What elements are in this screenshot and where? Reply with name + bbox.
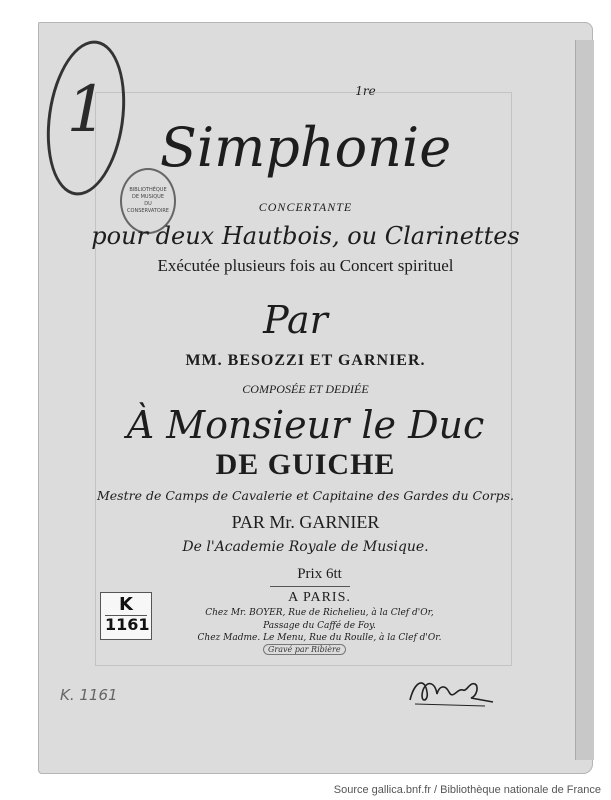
- header-number: 1re: [355, 84, 376, 98]
- publisher-line-2: Passage du Caffé de Foy.: [263, 621, 376, 631]
- dedicatee-title: Mestre de Camps de Cavalerie et Capitaine des Gardes du Corps.: [96, 488, 515, 503]
- shelf-label-number: 1161: [105, 615, 150, 634]
- publisher-line-3: Chez Madme. Le Menu, Rue du Roulle, à la Clef d'Or.: [197, 633, 442, 643]
- engraver-credit: Gravé par Ribière: [263, 644, 346, 655]
- city: A PARIS.: [288, 590, 351, 605]
- stamp-line-4: CONSERVATOIRE: [127, 208, 169, 214]
- composer: PAR Mr. GARNIER: [231, 512, 380, 532]
- source-footer: Source gallica.bnf.fr / Bibliothèque nationale de France: [333, 784, 601, 796]
- oval-number: 1: [66, 73, 108, 147]
- page-title: Simphonie: [159, 116, 452, 179]
- shelf-label-letter: K: [119, 594, 133, 615]
- dedicatee: DE GUICHE: [215, 448, 396, 481]
- price: Prix 6tt: [297, 566, 342, 582]
- performance-note: Exécutée plusieurs fois au Concert spirituel: [157, 256, 454, 275]
- stamp-line-1: BIBLIOTHÈQUE: [129, 187, 167, 193]
- pencil-shelfmark: K. 1161: [60, 686, 118, 704]
- dedication: À Monsieur le Duc: [126, 403, 485, 447]
- authors: MM. BESOZZI ET GARNIER.: [185, 352, 426, 369]
- divider: [270, 586, 350, 587]
- by-line: Par: [263, 298, 328, 342]
- publisher-line-1: Chez Mr. BOYER, Rue de Richelieu, à la Clef d'Or,: [205, 608, 434, 618]
- subtitle: CONCERTANTE: [258, 200, 353, 214]
- handwritten-signature: [405, 670, 495, 710]
- instrumentation: pour deux Hautbois, ou Clarinettes: [91, 222, 520, 250]
- stamp-line-3: DU: [144, 201, 152, 207]
- stamp-line-2: DE MUSIQUE: [132, 194, 164, 200]
- academy: De l'Academie Royale de Musique.: [182, 539, 429, 555]
- shelf-label: [100, 592, 152, 640]
- composed-dedicated: COMPOSÉE ET DEDIÉE: [242, 382, 369, 396]
